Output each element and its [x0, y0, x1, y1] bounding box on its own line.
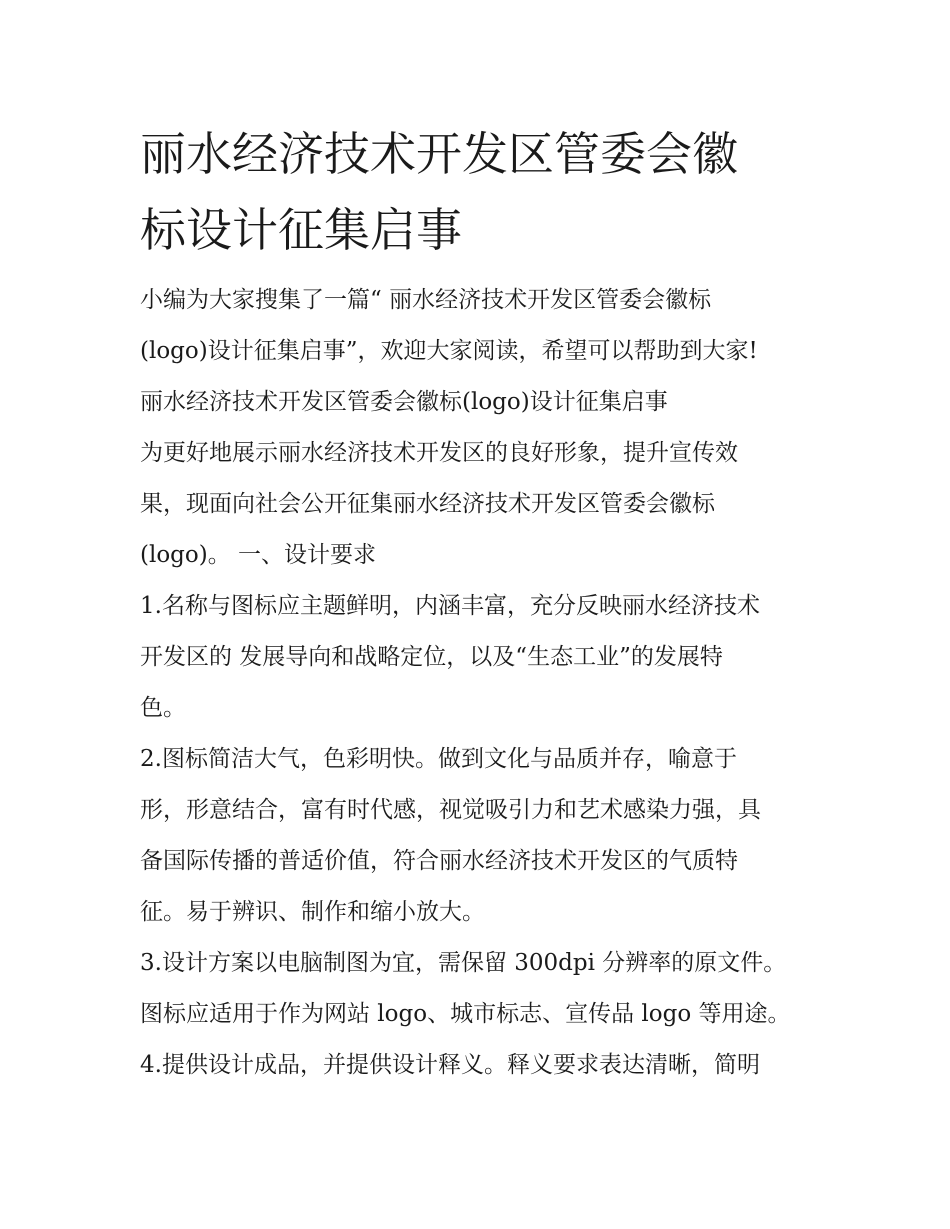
- document-title: [140, 116, 830, 268]
- title-line-1: 丽水经济技术开发区管委会徽: [140, 127, 738, 181]
- body-line-intro-2: (logo)设计征集启事”，欢迎大家阅读，希望可以帮助到大家!: [140, 338, 758, 364]
- body-line-purpose-2: 果，现面向社会公开征集丽水经济技术开发区管委会徽标: [140, 491, 715, 517]
- body-line-item3-1: 3.设计方案以电脑制图为宜，需保留 300dpi 分辨率的原文件。: [140, 950, 787, 976]
- document-body: [140, 280, 830, 1096]
- body-line-item2-4: 征。易于辨识、制作和缩小放大。: [140, 899, 485, 925]
- body-line-item2-2: 形，形意结合，富有时代感，视觉吸引力和艺术感染力强，具: [140, 797, 761, 823]
- body-line-item2-1: 2.图标简洁大气，色彩明快。做到文化与品质并存，喻意于: [140, 746, 737, 772]
- title-line-2: 标设计征集启事: [140, 203, 462, 257]
- body-line-item2-3: 备国际传播的普适价值，符合丽水经济技术开发区的气质特: [140, 848, 738, 874]
- body-line-subtitle: 丽水经济技术开发区管委会徽标(logo)设计征集启事: [140, 389, 668, 415]
- body-line-item3-2: 图标应适用于作为网站 logo、城市标志、宣传品 logo 等用途。: [140, 1001, 791, 1027]
- body-line-item1-1: 1.名称与图标应主题鲜明，内涵丰富，充分反映丽水经济技术: [140, 593, 760, 619]
- body-line-intro-1: 小编为大家搜集了一篇“ 丽水经济技术开发区管委会徽标: [140, 287, 712, 313]
- body-line-section-heading: (logo)。 一、设计要求: [140, 542, 377, 568]
- body-line-item4-1: 4.提供设计成品，并提供设计释义。释义要求表达清晰，简明: [140, 1052, 760, 1078]
- body-line-item1-2: 开发区的 发展导向和战略定位，以及“生态工业”的发展特: [140, 644, 723, 670]
- body-line-purpose-1: 为更好地展示丽水经济技术开发区的良好形象，提升宣传效: [140, 440, 738, 466]
- body-line-item1-3: 色。: [140, 695, 186, 721]
